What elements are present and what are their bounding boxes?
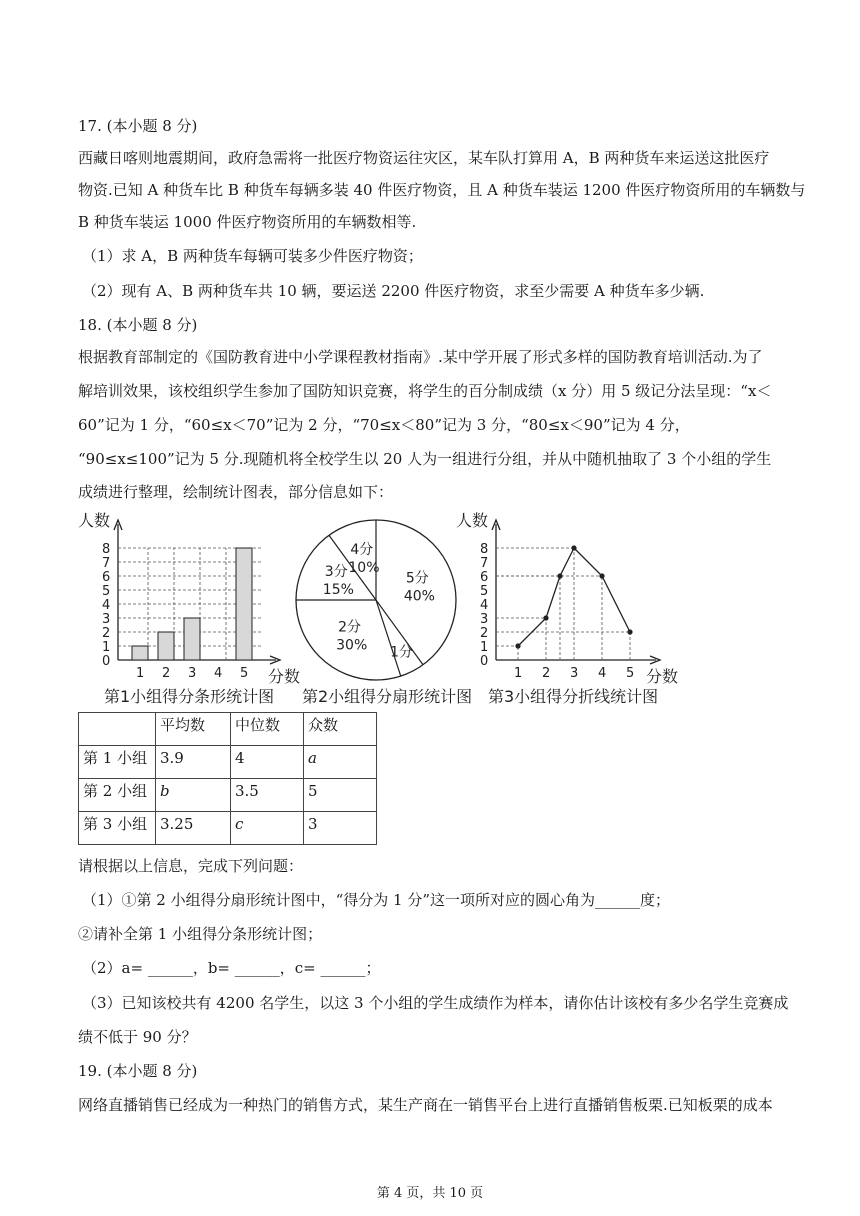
bar-x-tick-label: 1 — [136, 666, 145, 681]
table-header-cell — [79, 713, 156, 746]
line-x-tick-label: 2 — [542, 666, 551, 681]
bar-mark — [132, 646, 148, 660]
bar-xlabel: 分数 — [268, 667, 301, 686]
pie-slice-percent: 40% — [403, 588, 435, 605]
q17-subquestion-1: （1）求 A，B 两种货车每辆可装多少件医疗物资； — [82, 247, 423, 265]
table-cell: c — [231, 812, 304, 845]
q17-paragraph-line: 物资.已知 A 种货车比 B 种货车每辆多装 40 件医疗物资，且 A 种货车装运 1200 件医疗物资所用的车辆数与 — [78, 181, 806, 199]
line-y-tick-label: 8 — [480, 542, 489, 557]
table-cell: 3.25 — [156, 812, 231, 845]
line-y-tick-label: 4 — [480, 598, 489, 613]
q19-paragraph-line: 网络直播销售已经成为一种热门的销售方式，某生产商在一销售平台上进行直播销售板栗.已知板栗的成本 — [78, 1096, 773, 1114]
line-x-tick-label: 5 — [626, 666, 635, 681]
table-cell: b — [156, 779, 231, 812]
bar-y-tick-label: 0 — [102, 654, 111, 669]
bar-x-tick-label: 5 — [240, 666, 249, 681]
q18-prompt: 请根据以上信息，完成下列问题： — [78, 857, 304, 875]
q18-paragraph-line: “90≤x≤100”记为 5 分.现随机将全校学生以 20 人为一组进行分组，并从中随机抽取了 3 个小组的学生 — [78, 450, 772, 468]
q18-paragraph-line: 根据教育部制定的《国防教育进中小学课程教材指南》.某中学开展了形式多样的国防教育培训活动.为了 — [78, 348, 763, 366]
table-cell: 第 2 小组 — [79, 779, 156, 812]
bar-x-tick-label: 4 — [214, 666, 223, 681]
q18-paragraph-line: 60”记为 1 分，“60≤x＜70”记为 2 分，“70≤x＜80”记为 3 分，“80≤x＜90”记为 4 分， — [78, 416, 690, 434]
table-row — [79, 812, 377, 845]
bar-y-tick-label: 8 — [102, 542, 111, 557]
bar-y-tick-label: 6 — [102, 570, 111, 585]
pie-slice-label: 1分 — [390, 644, 414, 661]
q18-subquestion-2: （2）a= ______，b= ______，c= ______； — [82, 959, 381, 977]
table-cell: 5 — [304, 779, 377, 812]
line-x-tick-label: 4 — [598, 666, 607, 681]
pie-slice-boundary — [376, 600, 401, 676]
line-chart-title: 第3小组得分折线统计图 — [488, 687, 659, 706]
line-y-tick-label: 2 — [480, 626, 489, 641]
table-row — [79, 746, 377, 779]
line-y-tick-label: 0 — [480, 654, 489, 669]
bar-chart-group-1 — [78, 511, 300, 706]
bar-mark — [158, 632, 174, 660]
table-cell: 第 1 小组 — [79, 746, 156, 779]
pie-chart-group-2 — [296, 520, 472, 706]
line-x-tick-label: 3 — [570, 666, 579, 681]
q17-paragraph-line: B 种货车装运 1000 件医疗物资所用的车辆数相等. — [78, 213, 417, 231]
line-y-tick-label: 1 — [480, 640, 489, 655]
line-point — [599, 573, 604, 578]
table-cell: 第 3 小组 — [79, 812, 156, 845]
bar-y-tick-label: 1 — [102, 640, 111, 655]
q18-header: 18. (本小题 8 分) — [78, 316, 198, 334]
page-footer: 第 4 页，共 10 页 — [376, 1186, 484, 1201]
line-xlabel: 分数 — [646, 667, 679, 686]
pie-slice-label: 3分 — [324, 564, 348, 581]
q18-subquestion-1a: （1）①第 2 小组得分扇形统计图中，“得分为 1 分”这一项所对应的圆心角为______度； — [82, 891, 671, 909]
bar-x-tick-label: 2 — [162, 666, 171, 681]
pie-slice-label: 4分 — [350, 542, 374, 559]
pie-chart-title: 第2小组得分扇形统计图 — [302, 687, 473, 706]
pie-slice-label: 2分 — [338, 619, 362, 636]
q18-subquestion-3b: 绩不低于 90 分？ — [78, 1028, 197, 1046]
q18-paragraph-line: 解培训效果，该校组织学生参加了国防知识竞赛，将学生的百分制成绩（x 分）用 5 级记分法呈现：“x＜ — [78, 382, 772, 400]
line-y-tick-label: 6 — [480, 570, 489, 585]
q18-subquestion-3a: （3）已知该校共有 4200 名学生，以这 3 个小组的学生成绩作为样本，请你估计该校有多少名学生竞赛成 — [82, 994, 789, 1012]
line-y-tick-label: 7 — [480, 556, 489, 571]
line-point — [627, 629, 632, 634]
table-header-cell: 平均数 — [156, 713, 231, 746]
table-cell: 3.9 — [156, 746, 231, 779]
statistics-table — [78, 712, 377, 845]
bar-y-tick-label: 7 — [102, 556, 111, 571]
table-row — [79, 779, 377, 812]
table-cell: a — [304, 746, 377, 779]
table-cell: 4 — [231, 746, 304, 779]
q17-paragraph-line: 西藏日喀则地震期间，政府急需将一批医疗物资运往灾区，某车队打算用 A，B 两种货车来运送这批医疗 — [78, 149, 770, 167]
bar-chart-title: 第1小组得分条形统计图 — [104, 687, 275, 706]
q19-header: 19. (本小题 8 分) — [78, 1062, 198, 1080]
statistics-figures — [0, 508, 860, 708]
line-chart-group-3 — [456, 511, 678, 706]
bar-y-tick-label: 3 — [102, 612, 111, 627]
pie-slice-percent: 15% — [322, 582, 354, 599]
q17-header: 17. (本小题 8 分) — [78, 117, 198, 135]
table-cell: 3.5 — [231, 779, 304, 812]
q18-paragraph-line: 成绩进行整理，绘制统计图表，部分信息如下： — [78, 483, 394, 501]
bar-y-tick-label: 5 — [102, 584, 111, 599]
q17-subquestion-2: （2）现有 A、B 两种货车共 10 辆，要运送 2200 件医疗物资，求至少需要 A 种货车多少辆. — [82, 282, 705, 300]
line-x-tick-label: 1 — [514, 666, 523, 681]
table-header-cell: 中位数 — [231, 713, 304, 746]
table-cell: 3 — [304, 812, 377, 845]
pie-slice-percent: 30% — [336, 637, 368, 654]
line-point — [543, 615, 548, 620]
bar-x-tick-label: 3 — [188, 666, 197, 681]
bar-mark — [184, 618, 200, 660]
table-header-cell: 众数 — [304, 713, 377, 746]
bar-ylabel: 人数 — [78, 511, 111, 530]
line-point — [571, 545, 576, 550]
q18-subquestion-1b: ②请补全第 1 小组得分条形统计图； — [78, 925, 323, 943]
line-y-tick-label: 5 — [480, 584, 489, 599]
line-ylabel: 人数 — [456, 511, 489, 530]
bar-y-tick-label: 4 — [102, 598, 111, 613]
line-y-tick-label: 3 — [480, 612, 489, 627]
pie-slice-label: 5分 — [405, 570, 429, 587]
line-point — [557, 573, 562, 578]
table-header-row — [79, 713, 377, 746]
line-point — [515, 643, 520, 648]
bar-y-tick-label: 2 — [102, 626, 111, 641]
bar-mark — [236, 548, 252, 660]
pie-slice-percent: 10% — [348, 560, 380, 577]
